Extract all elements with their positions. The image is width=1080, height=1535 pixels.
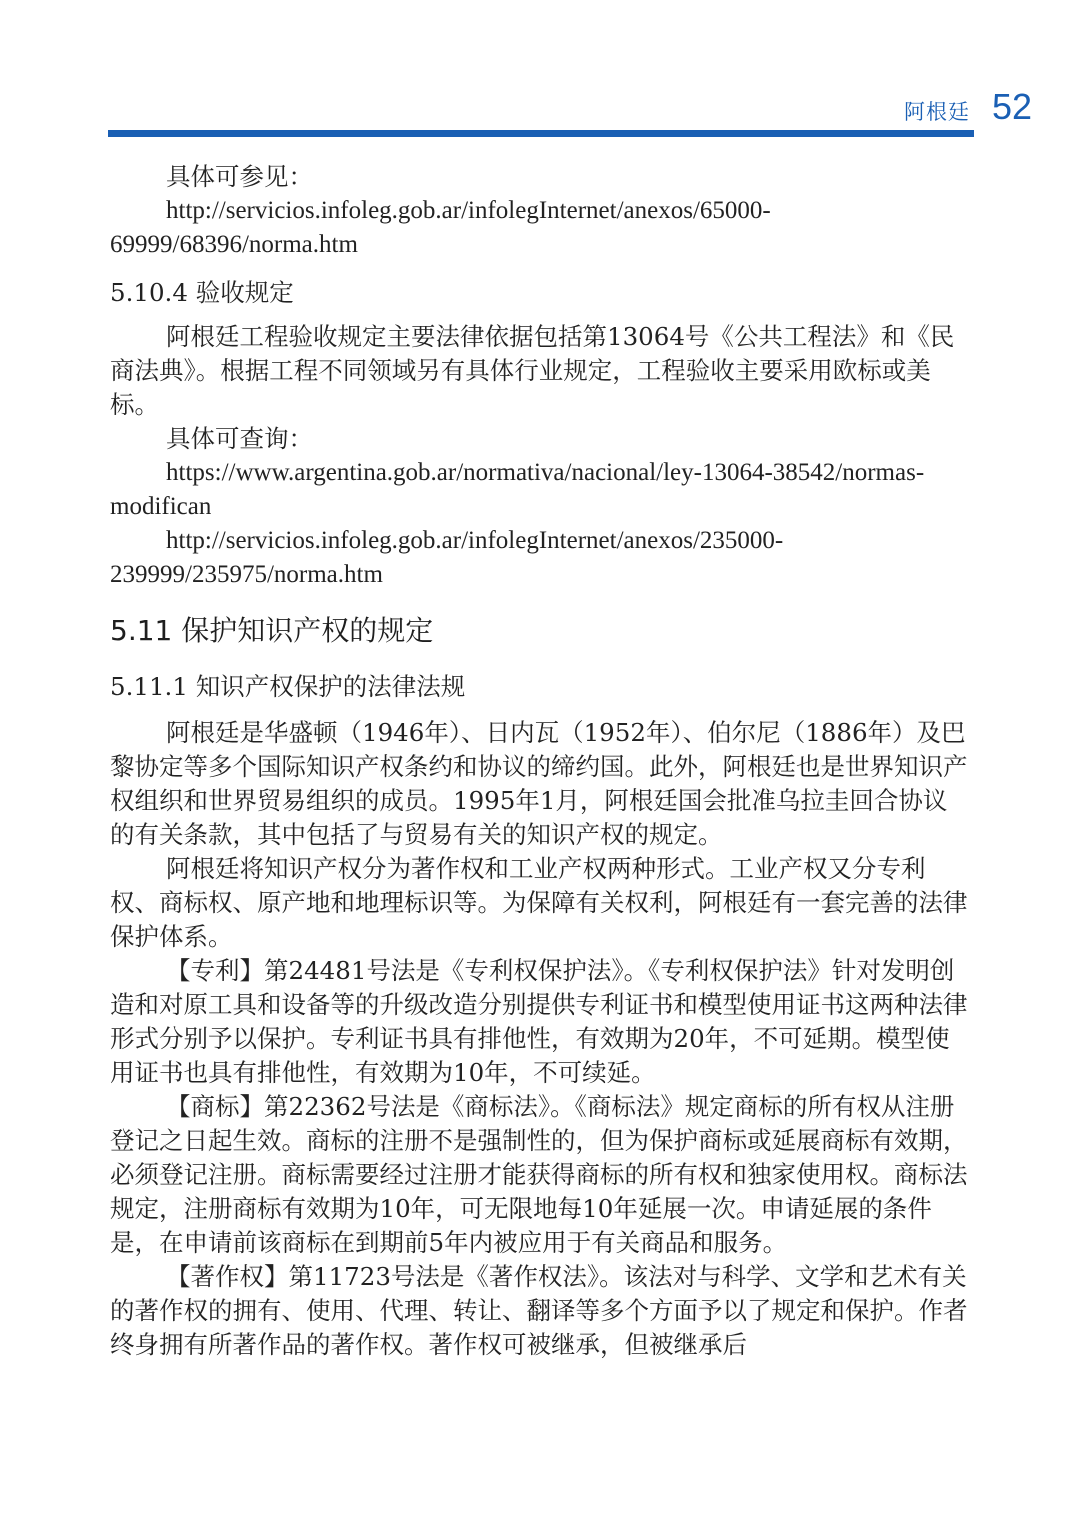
page-number: 52 — [991, 86, 1032, 127]
paragraph-trademark: 【商标】第22362号法是《商标法》。《商标法》规定商标的所有权从注册登记之日起生效。商标的注册不是强制性的，但为保护商标或延展商标有效期，必须登记注册。商标需要经过注册才能获得商标的所有权和独家使用权。商标法规定，注册商标有效期为10年，可无限地每10年延展一次。申请延展的条件是，在申请前该商标在到期前5年内被应用于有关商品和服务。 — [110, 1092, 968, 1257]
paragraph-acceptance-rules: 阿根廷工程验收规定主要法律依据包括第13064号《公共工程法》和《民商法典》。根据工程不同领域另有具体行业规定，工程验收主要采用欧标或美标。 — [110, 322, 955, 419]
link-argentina-ley-13064[interactable]: https://www.argentina.gob.ar/normativa/nacional/ley-13064-38542/normas-modifican — [110, 459, 925, 520]
link-infoleg-68396[interactable]: http://servicios.infoleg.gob.ar/infolegInternet/anexos/65000-69999/68396/norma.htm — [110, 197, 771, 258]
header-rule — [108, 130, 974, 137]
paragraph-ip-types: 阿根廷将知识产权分为著作权和工业产权两种形式。工业产权又分专利权、商标权、原产地和地理标识等。为保障有关权利，阿根廷有一套完善的法律保护体系。 — [110, 854, 968, 951]
header-country-label: 阿根廷 — [904, 100, 970, 124]
paragraph-patent: 【专利】第24481号法是《专利权保护法》。《专利权保护法》针对发明创造和对原工具和设备等的升级改造分别提供专利证书和模型使用证书这两种法律形式分别予以保护。专利证书具有排他性，有效期为20年，不可延期。模型使用证书也具有排他性，有效期为10年，不可续延。 — [110, 956, 968, 1087]
link-infoleg-235975[interactable]: http://servicios.infoleg.gob.ar/infolegInternet/anexos/235000-239999/235975/norma.htm — [110, 527, 784, 588]
paragraph-copyright: 【著作权】第11723号法是《著作权法》。该法对与科学、文学和艺术有关的著作权的拥有、使用、代理、转让、翻译等多个方面予以了规定和保护。作者终身拥有所著作品的著作权。著作权可被继承，但被继承后 — [110, 1262, 968, 1359]
paragraph-query: 具体可查询： — [166, 424, 313, 453]
section-heading-5-10-4: 5.10.4 验收规定 — [110, 278, 294, 307]
section-heading-5-11: 5.11 保护知识产权的规定 — [110, 614, 434, 647]
section-heading-5-11-1: 5.11.1 知识产权保护的法律法规 — [110, 672, 466, 701]
body-content — [110, 160, 970, 1362]
paragraph-treaties: 阿根廷是华盛顿（1946年）、日内瓦（1952年）、伯尔尼（1886年）及巴黎协定等多个国际知识产权条约和协议的缔约国。此外，阿根廷也是世界知识产权组织和世界贸易组织的成员。1995年1月，阿根廷国会批准乌拉圭回合协议的有关条款，其中包括了与贸易有关的知识产权的规定。 — [110, 718, 968, 849]
paragraph-see-also: 具体可参见： — [166, 162, 313, 191]
